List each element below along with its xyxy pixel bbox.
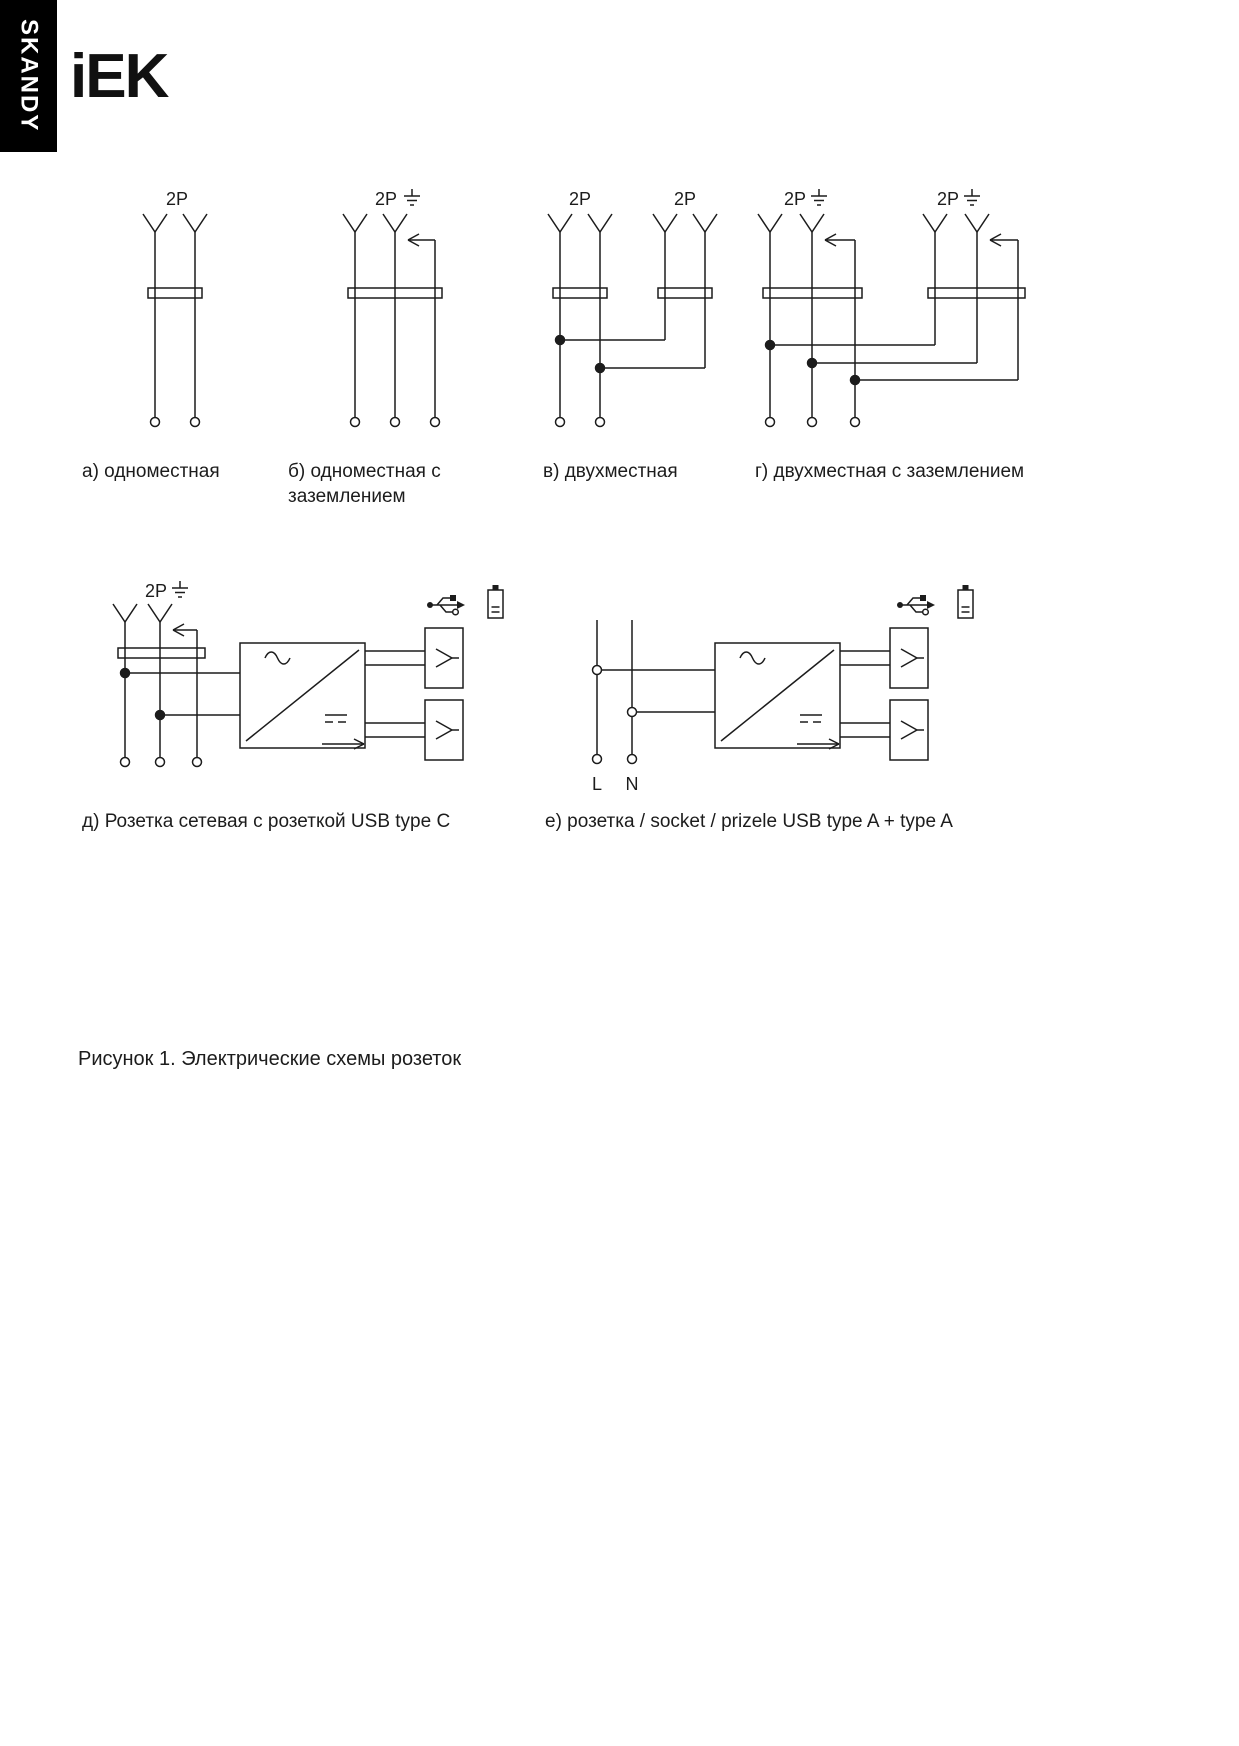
line-terminal-label: L [591, 774, 603, 794]
caption-g: г) двухместная с заземлением [755, 461, 1025, 482]
terminals [593, 755, 637, 764]
pole-count-label: 2P [144, 581, 168, 601]
ground-contact-arrow-icon [173, 624, 197, 636]
jumper-wires [766, 341, 1019, 385]
earth-ground-icon [811, 189, 827, 205]
diagram-b-single-socket-grounded [330, 175, 470, 437]
dc-symbol-icon [325, 715, 347, 722]
series-side-tab [0, 0, 57, 152]
socket-body [118, 648, 205, 658]
iek-logo: iEK [70, 42, 168, 111]
figure-caption: Рисунок 1. Электрические схемы розеток [78, 1048, 462, 1070]
battery-icon [488, 585, 503, 618]
wires [355, 232, 435, 417]
socket-contact-fork-icon [343, 214, 407, 232]
usb-port-box [425, 700, 463, 760]
converter-divider [246, 650, 359, 741]
tap-wires [593, 666, 716, 717]
wires [770, 232, 1018, 417]
battery-icon [958, 585, 973, 618]
caption-v: в) двухместная [543, 461, 678, 482]
acdc-converter-icon [715, 643, 840, 749]
ac-sine-icon [265, 652, 290, 664]
caption-e: е) розетка / socket / prizele USB type A + type A [545, 811, 953, 832]
acdc-converter-icon [240, 643, 365, 749]
socket-body [553, 288, 712, 298]
dc-symbol-icon [800, 715, 822, 722]
terminals [121, 758, 202, 767]
usb-icon [897, 595, 935, 615]
usb-port-box [890, 700, 928, 760]
wires [125, 622, 197, 757]
dc-output-wires [365, 651, 425, 737]
tap-wires [121, 669, 241, 720]
usb-icon [427, 595, 465, 615]
terminals [351, 418, 440, 427]
terminals [151, 418, 200, 427]
caption-b: б) одноместная с заземлением [288, 461, 441, 507]
terminals [766, 418, 860, 427]
socket-contact-fork-icon [143, 214, 207, 232]
diagram-v-double-socket [530, 175, 740, 437]
pole-count-label: 2P [374, 189, 398, 209]
ac-sine-icon [740, 652, 765, 664]
diagram-g-double-socket-grounded [740, 175, 1040, 437]
ground-contact-arrow-icon [825, 234, 1018, 246]
series-name-label: SKANDY [15, 19, 43, 133]
ground-contact-arrow-icon [408, 234, 435, 246]
jumper-wires [556, 336, 706, 373]
socket-body [148, 288, 202, 298]
terminals [556, 418, 605, 427]
pole-count-label-left: 2P [783, 189, 807, 209]
earth-ground-icon [404, 189, 420, 205]
socket-contact-fork-icon [758, 214, 989, 232]
wires [597, 620, 632, 754]
pole-count-label: 2P [165, 189, 189, 209]
usb-port-box [890, 628, 928, 688]
wires [155, 232, 195, 417]
caption-a: а) одноместная [82, 461, 220, 482]
socket-contact-fork-icon [113, 604, 172, 622]
pole-count-label-left: 2P [568, 189, 592, 209]
diagram-e-socket-usb-type-a [545, 565, 985, 800]
earth-ground-icon [964, 189, 980, 205]
usb-port-box [425, 628, 463, 688]
dc-output-wires [840, 651, 890, 737]
socket-body [763, 288, 1025, 298]
converter-divider [721, 650, 834, 741]
neutral-terminal-label: N [625, 774, 639, 794]
socket-contact-fork-icon [548, 214, 717, 232]
earth-ground-icon [172, 581, 188, 597]
diagram-d-socket-usb-type-c [80, 565, 520, 775]
wires [560, 232, 705, 417]
pole-count-label-right: 2P [673, 189, 697, 209]
pole-count-label-right: 2P [936, 189, 960, 209]
diagram-a-single-socket [120, 175, 240, 437]
caption-d: д) Розетка сетевая с розеткой USB type C [82, 811, 451, 832]
